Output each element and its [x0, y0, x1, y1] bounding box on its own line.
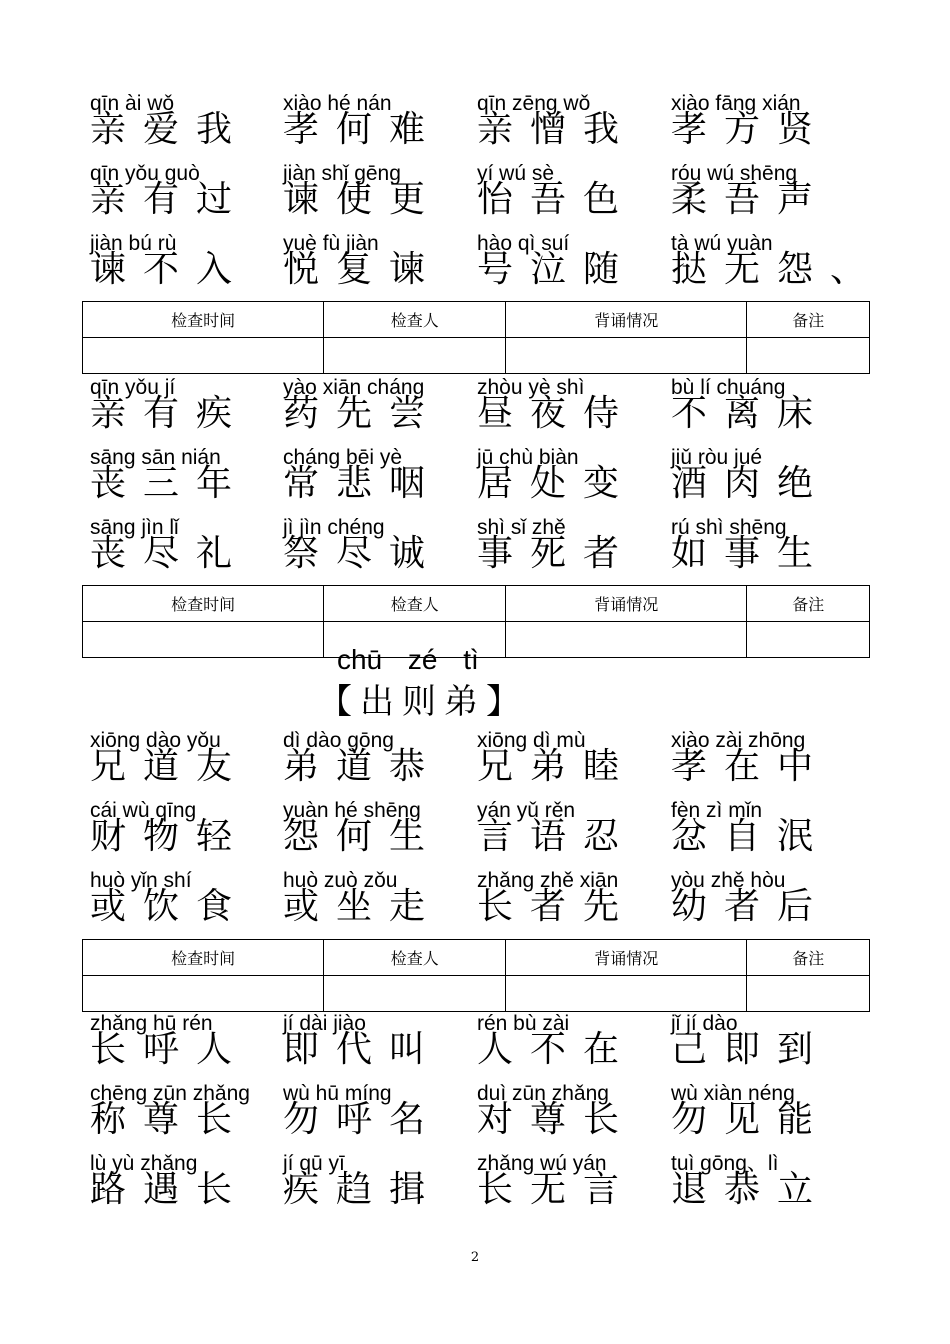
hanzi: 疾趋揖	[283, 1169, 443, 1210]
hanzi: 兄道友	[90, 746, 250, 787]
pinyin: qīn yǒu jí	[90, 376, 176, 399]
pinyin: wù hū míng	[283, 1082, 392, 1105]
hanzi: 亲有过	[90, 179, 250, 220]
pinyin: rú shì shēng	[671, 516, 787, 539]
header-check-time: 检查时间	[83, 940, 324, 976]
pinyin: cháng bēi yè	[283, 446, 403, 469]
phrase	[283, 799, 453, 867]
hanzi: 勿呼名	[283, 1099, 443, 1140]
check-table-3	[82, 939, 870, 1012]
phrase	[477, 162, 647, 230]
phrase	[90, 869, 260, 937]
pinyin: jǐ jí dào	[671, 1012, 738, 1035]
hanzi: 言语忍	[477, 816, 637, 857]
header-checker: 检查人	[324, 302, 506, 338]
pinyin: bù lí chuáng	[671, 376, 786, 399]
pinyin: qīn yǒu guò	[90, 162, 200, 185]
pinyin: yuè fù jiàn	[283, 232, 379, 255]
check-time-cell[interactable]	[83, 976, 324, 1012]
pinyin: jiàn shǐ gēng	[283, 162, 401, 185]
header-recitation: 背诵情况	[506, 586, 747, 622]
verse-row-7	[90, 729, 880, 797]
hanzi: 称尊长	[90, 1099, 250, 1140]
phrase	[671, 232, 884, 300]
phrase	[90, 799, 260, 867]
phrase	[477, 376, 647, 444]
pinyin: huò zuò zǒu	[283, 869, 398, 892]
pinyin: yào xiān cháng	[283, 376, 425, 399]
hanzi: 柔吾声	[671, 179, 831, 220]
pinyin: dì dào gōng	[283, 729, 394, 752]
phrase	[90, 446, 260, 514]
hanzi: 不离床	[671, 393, 831, 434]
pinyin: rén bù zài	[477, 1012, 570, 1035]
phrase	[671, 1152, 841, 1220]
hanzi: 退恭立	[671, 1169, 831, 1210]
hanzi: 路遇长	[90, 1169, 250, 1210]
checker-cell[interactable]	[324, 976, 506, 1012]
recitation-cell[interactable]	[506, 338, 747, 374]
phrase	[90, 162, 260, 230]
header-checker: 检查人	[324, 940, 506, 976]
phrase	[283, 446, 453, 514]
hanzi: 勿见能	[671, 1099, 831, 1140]
phrase	[477, 799, 647, 867]
phrase	[283, 376, 453, 444]
pinyin: jiàn bú rù	[90, 232, 177, 255]
phrase	[90, 376, 260, 444]
pinyin: xiào hé nán	[283, 92, 392, 115]
pinyin: xiào fāng xián	[671, 92, 801, 115]
hanzi: 长呼人	[90, 1029, 250, 1070]
verse-row-11	[90, 1082, 880, 1150]
phrase	[283, 1152, 453, 1220]
header-check-time: 检查时间	[83, 586, 324, 622]
pinyin: huò yǐn shí	[90, 869, 192, 892]
hanzi: 事死者	[477, 533, 637, 574]
pinyin: hào qì suí	[477, 232, 570, 255]
phrase	[90, 1152, 260, 1220]
phrase	[477, 516, 647, 584]
pinyin: lù yù zhǎng	[90, 1152, 198, 1175]
remarks-cell[interactable]	[747, 976, 870, 1012]
phrase	[671, 1082, 841, 1150]
pinyin: jì jìn chéng	[283, 516, 385, 539]
phrase	[671, 516, 841, 584]
phrase	[477, 1082, 647, 1150]
pinyin: jū chù biàn	[477, 446, 579, 469]
hanzi: 亲有疾	[90, 393, 250, 434]
pinyin: tuì gōng、lì	[671, 1152, 779, 1175]
section-title: 【出则弟】	[318, 682, 528, 722]
phrase	[283, 92, 453, 160]
recitation-cell[interactable]	[506, 622, 747, 658]
hanzi: 谏不入	[90, 249, 250, 290]
hanzi: 孝在中	[671, 746, 831, 787]
hanzi: 酒肉绝	[671, 463, 831, 504]
pinyin: chēng zūn zhǎng	[90, 1082, 250, 1105]
phrase	[283, 232, 453, 300]
phrase	[671, 376, 841, 444]
phrase	[477, 729, 647, 797]
pinyin: xiōng dì mù	[477, 729, 586, 752]
pinyin: xiōng dào yǒu	[90, 729, 221, 752]
hanzi: 己即到	[671, 1029, 831, 1070]
hanzi: 谏使更	[283, 179, 443, 220]
hanzi: 怨何生	[283, 816, 443, 857]
remarks-cell[interactable]	[747, 338, 870, 374]
header-remarks: 备注	[747, 586, 870, 622]
hanzi: 人不在	[477, 1029, 637, 1070]
verse-row-9	[90, 869, 880, 937]
hanzi: 孝何难	[283, 109, 443, 150]
hanzi: 忿自泯	[671, 816, 831, 857]
phrase	[671, 799, 841, 867]
hanzi: 丧三年	[90, 463, 250, 504]
phrase	[671, 92, 841, 160]
hanzi: 孝方贤	[671, 109, 831, 150]
header-checker: 检查人	[324, 586, 506, 622]
verse-row-2	[90, 162, 880, 230]
header-check-time: 检查时间	[83, 302, 324, 338]
check-time-cell[interactable]	[83, 338, 324, 374]
phrase	[283, 1012, 453, 1080]
phrase	[283, 729, 453, 797]
pinyin: jí dài jiào	[283, 1012, 366, 1035]
hanzi: 长无言	[477, 1169, 637, 1210]
hanzi: 亲憎我	[477, 109, 637, 150]
pinyin: qīn ài wǒ	[90, 92, 175, 115]
phrase	[90, 92, 260, 160]
phrase	[477, 869, 647, 937]
phrase	[283, 1082, 453, 1150]
hanzi: 对尊长	[477, 1099, 637, 1140]
verse-row-5	[90, 446, 880, 514]
hanzi: 悦复谏	[283, 249, 443, 290]
phrase	[477, 1012, 647, 1080]
hanzi: 祭尽诚	[283, 533, 443, 574]
hanzi: 丧尽礼	[90, 533, 250, 574]
hanzi: 长者先	[477, 886, 637, 927]
header-recitation: 背诵情况	[506, 940, 747, 976]
phrase	[671, 446, 841, 514]
pinyin: yí wú sè	[477, 162, 555, 185]
hanzi: 号泣随	[477, 249, 637, 290]
phrase	[90, 232, 260, 300]
remarks-cell[interactable]	[747, 622, 870, 658]
verse-row-1	[90, 92, 880, 160]
page-number: 2	[470, 1250, 480, 1265]
phrase	[671, 729, 841, 797]
hanzi: 昼夜侍	[477, 393, 637, 434]
hanzi: 兄弟睦	[477, 746, 637, 787]
phrase	[90, 1012, 260, 1080]
checker-cell[interactable]	[324, 338, 506, 374]
hanzi: 挞无怨、	[671, 249, 884, 290]
pinyin: tà wú yuàn	[671, 232, 773, 255]
phrase	[283, 516, 453, 584]
phrase	[283, 162, 453, 230]
phrase	[477, 232, 647, 300]
phrase	[477, 1152, 647, 1220]
hanzi: 或坐走	[283, 886, 443, 927]
recitation-cell[interactable]	[506, 976, 747, 1012]
hanzi: 财物轻	[90, 816, 250, 857]
phrase	[90, 1082, 260, 1150]
pinyin: zhòu yè shì	[477, 376, 585, 399]
check-time-cell[interactable]	[83, 622, 324, 658]
pinyin: zhǎng hū rén	[90, 1012, 213, 1035]
pinyin: cái wù qīng	[90, 799, 197, 822]
hanzi: 幼者后	[671, 886, 831, 927]
pinyin: qīn zēng wǒ	[477, 92, 591, 115]
phrase	[671, 162, 841, 230]
pinyin: fèn zì mǐn	[671, 799, 763, 822]
phrase	[671, 869, 841, 937]
phrase	[671, 1012, 841, 1080]
hanzi: 居处变	[477, 463, 637, 504]
phrase	[90, 516, 260, 584]
pinyin: yòu zhě hòu	[671, 869, 786, 892]
check-table-1	[82, 301, 870, 374]
pinyin: xiào zài zhōng	[671, 729, 806, 752]
phrase	[283, 869, 453, 937]
hanzi: 如事生	[671, 533, 831, 574]
hanzi: 药先尝	[283, 393, 443, 434]
pinyin: sāng jìn lǐ	[90, 516, 179, 539]
hanzi: 亲爱我	[90, 109, 250, 150]
pinyin: zhǎng zhě xiān	[477, 869, 619, 892]
verse-row-6	[90, 516, 880, 584]
pinyin: zhǎng wú yán	[477, 1152, 607, 1175]
phrase	[477, 92, 647, 160]
header-remarks: 备注	[747, 940, 870, 976]
pinyin: wù xiàn néng	[671, 1082, 795, 1105]
pinyin: róu wú shēng	[671, 162, 798, 185]
pinyin: jí qū yī	[283, 1152, 345, 1175]
pinyin: yuàn hé shēng	[283, 799, 421, 822]
hanzi: 或饮食	[90, 886, 250, 927]
verse-row-8	[90, 799, 880, 867]
phrase	[477, 446, 647, 514]
hanzi: 即代叫	[283, 1029, 443, 1070]
verse-row-3	[90, 232, 884, 300]
header-remarks: 备注	[747, 302, 870, 338]
verse-row-10	[90, 1012, 880, 1080]
hanzi: 常悲咽	[283, 463, 443, 504]
pinyin: jiǔ ròu jué	[671, 446, 763, 469]
verse-row-4	[90, 376, 880, 444]
phrase	[90, 729, 260, 797]
pinyin: duì zūn zhǎng	[477, 1082, 609, 1105]
pinyin: shì sǐ zhě	[477, 516, 566, 539]
hanzi: 怡吾色	[477, 179, 637, 220]
pinyin: sāng sān nián	[90, 446, 221, 469]
header-recitation: 背诵情况	[506, 302, 747, 338]
hanzi: 弟道恭	[283, 746, 443, 787]
verse-row-12	[90, 1152, 880, 1220]
pinyin: yán yǔ rěn	[477, 799, 576, 822]
section-title-pinyin: chū zé tì	[337, 644, 479, 675]
